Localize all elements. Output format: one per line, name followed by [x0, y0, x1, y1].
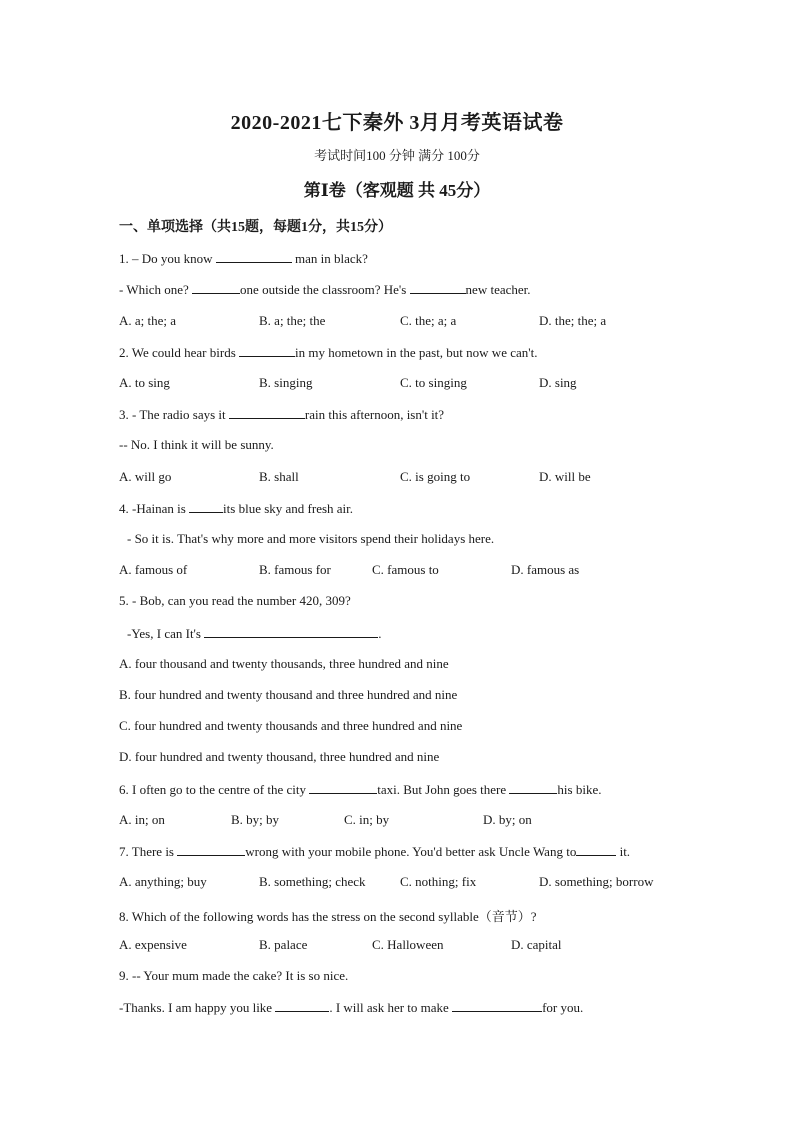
- q3-line2: -- No. I think it will be sunny.: [119, 437, 274, 452]
- q1-option-d: D. the; the; a: [539, 313, 607, 328]
- q1-text-b: man in black?: [295, 251, 368, 266]
- q9-text-c: for you.: [542, 1000, 584, 1015]
- q1-line2: [119, 281, 531, 298]
- q1-text-a: 1. – Do you know: [119, 251, 213, 266]
- q5-option-c: C. four hundred and twenty thousands and three hundred and nine: [119, 718, 463, 733]
- q1-text-c: - Which one?: [119, 282, 189, 297]
- q7-option-c: C. nothing; fix: [400, 874, 477, 889]
- q6-option-a: A. in; on: [119, 812, 165, 827]
- q6-text-c: his bike.: [557, 782, 602, 797]
- q2-option-d: D. sing: [539, 375, 577, 390]
- q1-text-d: one outside the classroom? He's: [240, 282, 407, 297]
- q1-blank-1: [216, 250, 292, 263]
- q7-blank-2: [576, 843, 616, 856]
- q9-blank-2: [452, 999, 542, 1012]
- q1-option-a: A. a; the; a: [119, 313, 177, 328]
- q6-text-b: taxi. But John goes there: [377, 782, 507, 797]
- q3-option-a: A. will go: [119, 469, 172, 484]
- q2-option-b: B. singing: [259, 375, 313, 390]
- q3-line1: [119, 406, 444, 423]
- q2-option-c: C. to singing: [400, 375, 467, 390]
- q7-text-b: wrong with your mobile phone. You'd better ask Uncle Wang to: [245, 844, 577, 859]
- q4-option-d: D. famous as: [511, 562, 580, 577]
- q5-blank-1: [204, 625, 378, 638]
- q5-text-a: -Yes, I can It's: [127, 626, 201, 641]
- q1-text-e: new teacher.: [465, 282, 531, 297]
- q9-text-a: -Thanks. I am happy you like: [119, 1000, 273, 1015]
- q4-line2: - So it is. That's why more and more visitors spend their holidays here.: [127, 531, 495, 546]
- q9-blank-1: [275, 999, 329, 1012]
- q2-text-b: in my hometown in the past, but now we can't.: [295, 345, 538, 360]
- q3-text-b: rain this afternoon, isn't it?: [304, 407, 445, 422]
- q6-blank-1: [309, 781, 377, 794]
- q2-line1: [119, 344, 537, 361]
- q9-line1: 9. -- Your mum made the cake? It is so nice.: [119, 968, 349, 983]
- q1-option-c: C. the; a; a: [400, 313, 457, 328]
- q6-blank-2: [509, 781, 557, 794]
- q5-line2: [127, 625, 381, 642]
- q2-blank-1: [239, 344, 295, 357]
- section-title: 第Ⅰ卷（客观题 共 45分）: [303, 181, 491, 200]
- q5-option-a: A. four thousand and twenty thousands, three hundred and nine: [119, 656, 449, 671]
- q6-option-d: D. by; on: [483, 812, 532, 827]
- q7-option-a: A. anything; buy: [119, 874, 207, 889]
- q1-option-b: B. a; the; the: [259, 313, 326, 328]
- q4-text-a: 4. -Hainan is: [119, 501, 186, 516]
- q7-line1: [119, 843, 630, 860]
- q1-blank-3: [410, 281, 466, 294]
- q2-option-a: A. to sing: [119, 375, 170, 390]
- q4-option-c: C. famous to: [372, 562, 439, 577]
- q5-option-d: D. four hundred and twenty thousand, three hundred and nine: [119, 749, 440, 764]
- q8-option-d: D. capital: [511, 937, 562, 952]
- q8-option-a: A. expensive: [119, 937, 187, 952]
- q7-blank-1: [177, 843, 245, 856]
- q8-option-b: B. palace: [259, 937, 308, 952]
- q4-line1: [119, 500, 353, 517]
- q5-option-b: B. four hundred and twenty thousand and three hundred and nine: [119, 687, 458, 702]
- q6-option-b: B. by; by: [231, 812, 280, 827]
- exam-subtitle: 考试时间100 分钟 满分 100分: [314, 148, 480, 163]
- q9-text-b: . I will ask her to make: [329, 1000, 449, 1015]
- q4-option-a: A. famous of: [119, 562, 188, 577]
- q3-text-a: 3. - The radio says it: [119, 407, 226, 422]
- q3-blank-1: [229, 406, 305, 419]
- q3-option-d: D. will be: [539, 469, 591, 484]
- q8-option-c: C. Halloween: [372, 937, 444, 952]
- q7-option-d: D. something; borrow: [539, 874, 654, 889]
- q5-text-b: .: [378, 626, 382, 641]
- q3-option-b: B. shall: [259, 469, 299, 484]
- q8-line1: 8. Which of the following words has the stress on the second syllable（音节）?: [119, 909, 537, 924]
- q6-line1: [119, 781, 601, 798]
- q6-text-a: 6. I often go to the centre of the city: [119, 782, 306, 797]
- q2-text-a: 2. We could hear birds: [119, 345, 236, 360]
- q7-text-a: 7. There is: [119, 844, 174, 859]
- q4-option-b: B. famous for: [259, 562, 331, 577]
- q4-text-b: its blue sky and fresh air.: [223, 501, 354, 516]
- q1-line1: [119, 250, 368, 267]
- q1-blank-2: [192, 281, 240, 294]
- exam-title: 2020-2021七下秦外 3月月考英语试卷: [230, 112, 564, 134]
- q5-line1: 5. - Bob, can you read the number 420, 309?: [119, 593, 351, 608]
- q7-option-b: B. something; check: [259, 874, 366, 889]
- q3-option-c: C. is going to: [400, 469, 471, 484]
- q6-option-c: C. in; by: [344, 812, 390, 827]
- q7-text-c: it.: [619, 844, 631, 859]
- q4-blank-1: [189, 500, 223, 513]
- part-title: 一、单项选择（共15题，每题1分，共15分）: [119, 220, 392, 235]
- q9-line2: [119, 999, 583, 1016]
